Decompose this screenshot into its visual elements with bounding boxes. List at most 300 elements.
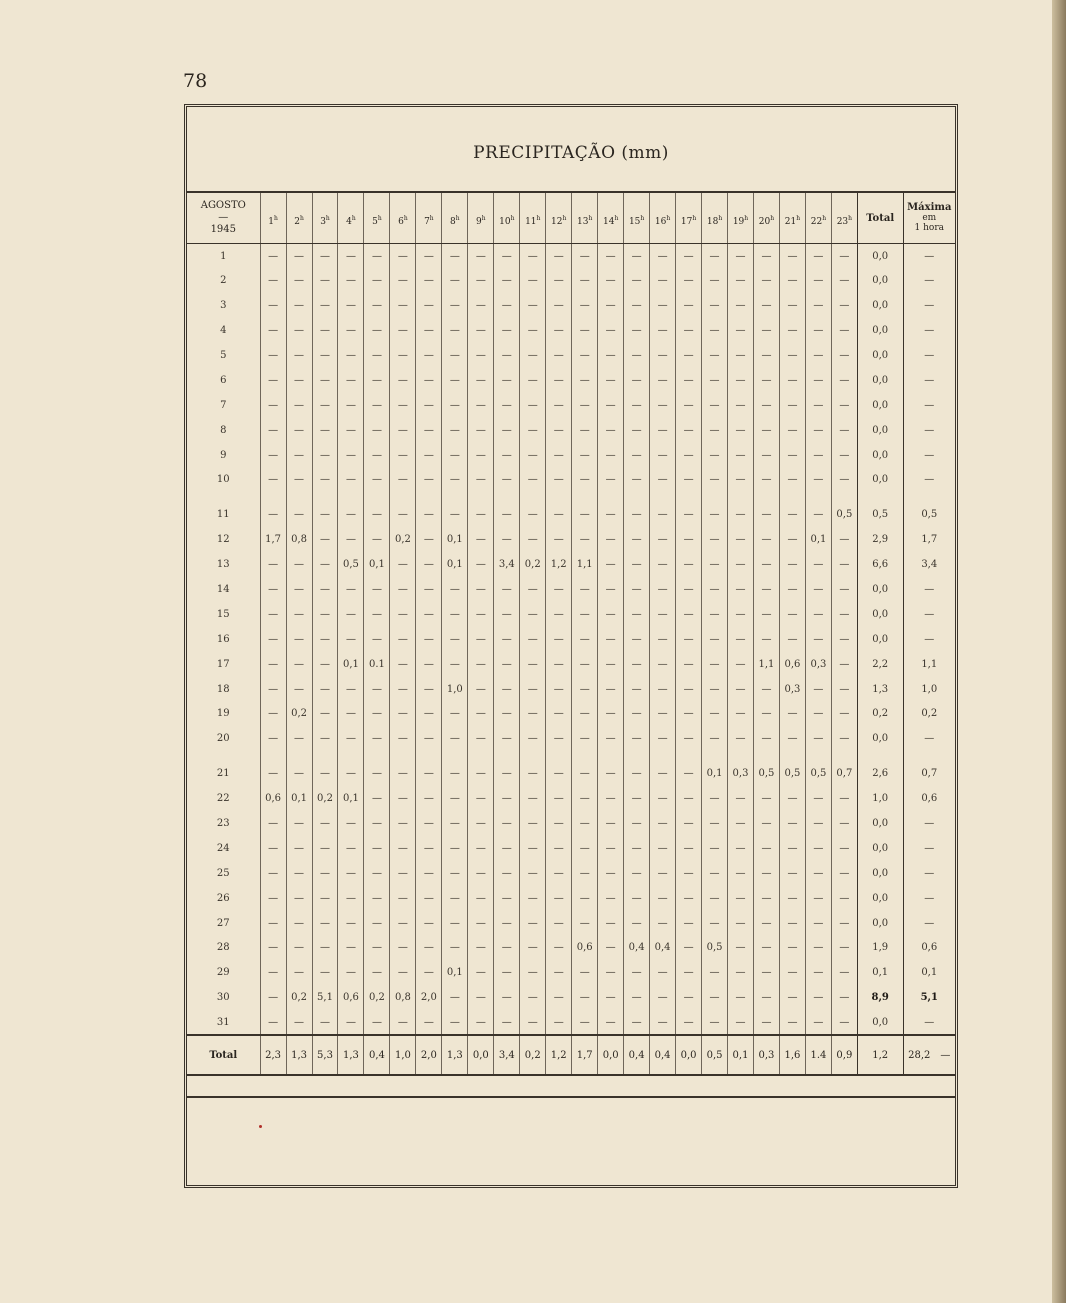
hour-value-cell: — [442,502,468,527]
hour-value-cell: 0,1 [364,552,390,577]
hour-value-cell: — [598,886,624,911]
hour-value-cell: — [572,761,598,786]
hour-value-cell: 1,0 [442,677,468,702]
hour-value-cell: — [312,343,338,368]
hour-value-cell: 0,1 [442,960,468,985]
hour-value-cell: — [364,811,390,836]
hour-value-cell: — [520,343,546,368]
hour-value-cell: — [416,861,442,886]
hour-value-cell: — [546,861,572,886]
hour-value-cell: — [728,343,754,368]
spacer-cell [468,492,494,502]
day-cell: 1 [220,250,227,262]
hour-value-cell: — [831,577,857,602]
spacer-cell [546,492,572,502]
spacer-cell [520,751,546,761]
hour-value-cell: — [624,443,650,468]
header-hour-17 [676,193,702,244]
header-max-line: em [922,213,937,223]
day-cell: 24 [216,842,230,854]
hour-number: 2 [294,217,300,227]
hour-value-cell: — [416,577,442,602]
hour-value-cell: — [831,836,857,861]
hour-value-cell: — [624,886,650,911]
header-hour-6 [390,193,416,244]
hour-value-cell: — [676,443,702,468]
spacer-cell [598,751,624,761]
hour-value-cell: — [572,268,598,293]
hour-value-cell: — [260,811,286,836]
hour-value-cell: — [728,393,754,418]
hour-value-cell: — [598,502,624,527]
grand-total-value: 28,2 [908,1049,931,1061]
hour-value-cell: — [416,811,442,836]
hour-value-cell: — [416,936,442,961]
hour-value-cell: — [364,702,390,727]
hour-value-cell: — [260,418,286,443]
hour-value-cell: — [831,960,857,985]
hour-value-cell: — [546,368,572,393]
hour-value-cell: — [779,577,805,602]
hour-value-cell: — [598,702,624,727]
hour-total-cell: 1,7 [572,1035,598,1075]
hour-value-cell: — [520,577,546,602]
hour-value-cell: — [572,244,598,269]
hour-value-cell: — [650,293,676,318]
header-hour-12 [546,193,572,244]
hour-value-cell: — [520,502,546,527]
hour-value-cell: 0,1 [702,761,728,786]
hour-value-cell: — [364,368,390,393]
day-cell: 23 [216,818,230,830]
hour-value-cell: — [728,552,754,577]
hour-value-cell: — [416,761,442,786]
hour-value-cell: — [624,527,650,552]
hour-value-cell: — [442,627,468,652]
hour-suffix: h [692,215,697,222]
hour-value-cell: — [598,627,624,652]
hour-value-cell: — [728,268,754,293]
hour-value-cell: — [546,960,572,985]
hour-suffix: h [588,215,593,222]
hour-value-cell: — [520,677,546,702]
hour-value-cell: — [338,836,364,861]
header-hour-22 [805,193,831,244]
hour-number: 4 [346,217,352,227]
day-max-cell: — [903,443,955,468]
hour-value-cell: — [676,368,702,393]
hour-value-cell: — [676,244,702,269]
hour-value-cell: — [364,393,390,418]
header-hour-18 [702,193,728,244]
day-total-cell: 0,0 [857,602,903,627]
hour-value-cell: — [286,677,312,702]
hour-value-cell: — [390,936,416,961]
hour-value-cell: — [779,393,805,418]
hour-value-cell: — [286,418,312,443]
hour-value-cell: — [520,293,546,318]
hour-value-cell: — [520,627,546,652]
table-row [187,552,955,577]
day-max-cell: — [903,627,955,652]
hour-value-cell: — [676,726,702,751]
spacer-cell [702,492,728,502]
hour-value-cell: — [546,911,572,936]
hour-value-cell: — [598,911,624,936]
day-total-cell: 6,6 [857,552,903,577]
hour-suffix: h [510,215,515,222]
hour-value-cell: — [702,786,728,811]
hour-value-cell: — [779,443,805,468]
hour-value-cell: — [520,761,546,786]
header-month-cell [187,193,260,244]
hour-number: 21 [784,217,797,227]
hour-total-cell: 0,0 [598,1035,624,1075]
hour-value-cell: — [676,293,702,318]
hour-value-cell: — [779,468,805,493]
hour-value-cell: — [494,726,520,751]
hour-value-cell: — [390,627,416,652]
table-row [187,726,955,751]
hour-value-cell: — [650,761,676,786]
hour-value-cell: — [805,393,831,418]
hour-value-cell: — [753,552,779,577]
spacer-cell [831,492,857,502]
table-row [187,677,955,702]
hour-value-cell: — [442,468,468,493]
hour-value-cell: — [468,443,494,468]
hour-value-cell: — [572,627,598,652]
day-total-cell: 0,0 [857,886,903,911]
table-row [187,293,955,318]
hour-value-cell: — [753,702,779,727]
hour-value-cell: — [390,861,416,886]
hour-value-cell: — [650,702,676,727]
day-max-cell: — [903,418,955,443]
day-max-cell: 0,2 [903,702,955,727]
hour-suffix: h [351,215,356,222]
hour-value-cell: — [831,652,857,677]
hour-value-cell: — [520,418,546,443]
hour-value-cell: — [494,811,520,836]
hour-value-cell: — [260,268,286,293]
spacer-cell [805,751,831,761]
hour-value-cell: — [494,627,520,652]
hour-value-cell: — [831,552,857,577]
hour-value-cell: — [572,393,598,418]
hour-value-cell: — [598,418,624,443]
hour-value-cell: — [416,652,442,677]
spacer-cell [442,492,468,502]
hour-value-cell: — [728,911,754,936]
hour-value-cell: — [702,418,728,443]
hour-value-cell: 0,2 [286,985,312,1010]
hour-value-cell: — [312,393,338,418]
hour-value-cell: — [753,677,779,702]
hour-value-cell: — [753,911,779,936]
hour-value-cell: — [468,393,494,418]
hour-value-cell: — [520,393,546,418]
hour-value-cell: — [650,886,676,911]
hour-total-cell: 1,3 [442,1035,468,1075]
table-row [187,468,955,493]
hour-value-cell: — [442,318,468,343]
hour-value-cell: — [702,393,728,418]
hour-value-cell: — [260,343,286,368]
hour-value-cell: — [416,552,442,577]
hour-value-cell: — [468,368,494,393]
hour-value-cell: — [779,343,805,368]
hour-value-cell: — [546,443,572,468]
hour-value-cell: — [390,677,416,702]
day-cell: 6 [220,374,227,386]
spacer-cell [624,492,650,502]
hour-value-cell: — [312,761,338,786]
hour-value-cell: — [624,726,650,751]
hour-value-cell: — [442,418,468,443]
hour-value-cell: — [753,527,779,552]
hour-value-cell: — [520,726,546,751]
hour-value-cell: — [546,1010,572,1035]
hour-value-cell: — [753,443,779,468]
hour-value-cell: — [650,627,676,652]
spacer-cell [364,751,390,761]
hour-value-cell: — [494,602,520,627]
hour-total-cell: 1.4 [805,1035,831,1075]
hour-value-cell: — [468,468,494,493]
hour-value-cell: — [702,502,728,527]
hour-value-cell: — [728,443,754,468]
hour-value-cell: — [728,985,754,1010]
day-max-cell: — [903,861,955,886]
day-cell: 15 [216,608,230,620]
hour-value-cell: — [442,985,468,1010]
hour-total-cell: 0,9 [831,1035,857,1075]
hour-total-cell: 0,0 [676,1035,702,1075]
hour-value-cell: — [779,702,805,727]
hour-value-cell: 0,2 [286,702,312,727]
hour-value-cell: — [390,726,416,751]
hour-value-cell: — [753,418,779,443]
hour-value-cell: — [624,552,650,577]
day-max-cell: — [903,368,955,393]
hour-value-cell: — [650,418,676,443]
hour-value-cell: — [364,293,390,318]
hour-value-cell: — [650,552,676,577]
hour-value-cell: — [624,836,650,861]
day-total-cell: 0,0 [857,293,903,318]
hour-value-cell: 0,6 [338,985,364,1010]
hour-value-cell: — [753,468,779,493]
hour-value-cell: — [831,343,857,368]
hour-number: 18 [706,217,719,227]
spacer-cell [572,751,598,761]
hour-value-cell: — [546,761,572,786]
hour-value-cell: — [416,886,442,911]
header-hour-13 [572,193,598,244]
hour-value-cell: — [753,244,779,269]
hour-value-cell: — [546,577,572,602]
header-max-line: 1 hora [914,223,944,233]
hour-value-cell: — [753,811,779,836]
table-row [187,702,955,727]
hour-value-cell: — [753,577,779,602]
hour-value-cell: 2,0 [416,985,442,1010]
day-max-cell: — [903,268,955,293]
hour-value-cell: — [390,418,416,443]
header-hour-10 [494,193,520,244]
hour-value-cell: — [831,527,857,552]
hour-value-cell: — [624,911,650,936]
spacer-row [187,751,955,761]
hour-suffix: h [325,215,330,222]
hour-suffix: h [562,215,567,222]
hour-value-cell: — [364,468,390,493]
hour-value-cell: — [624,368,650,393]
hour-value-cell: — [831,244,857,269]
hour-value-cell: — [546,318,572,343]
day-total-cell: 0,0 [857,393,903,418]
hour-value-cell: — [520,443,546,468]
hour-suffix: h [640,215,645,222]
hour-value-cell: — [416,836,442,861]
hour-value-cell: — [390,702,416,727]
spacer-cell [624,751,650,761]
hour-value-cell: — [442,443,468,468]
hour-value-cell: — [286,268,312,293]
hour-value-cell: — [520,811,546,836]
hour-value-cell: — [702,527,728,552]
hour-number: 22 [810,217,823,227]
hour-value-cell: — [728,418,754,443]
spacer-cell [442,751,468,761]
hour-value-cell: — [338,960,364,985]
hour-value-cell: — [728,527,754,552]
hour-value-cell: 0,1 [442,552,468,577]
hour-value-cell: — [753,393,779,418]
hour-value-cell: — [442,602,468,627]
hour-value-cell: — [312,627,338,652]
hour-value-cell: — [442,343,468,368]
hour-value-cell: — [338,702,364,727]
spacer-cell [650,492,676,502]
hour-value-cell: — [676,702,702,727]
hour-value-cell: — [624,268,650,293]
day-cell: 16 [216,633,230,645]
hour-value-cell: — [546,268,572,293]
day-max-cell: 1,1 [903,652,955,677]
hour-value-cell: — [260,911,286,936]
hour-value-cell: — [728,726,754,751]
hour-value-cell: — [572,726,598,751]
hour-value-cell: — [702,726,728,751]
hour-total-cell: 1,3 [338,1035,364,1075]
hour-value-cell: — [702,318,728,343]
hour-value-cell: — [676,468,702,493]
spacer-cell [286,492,312,502]
hour-value-cell: — [624,761,650,786]
hour-value-cell: — [364,343,390,368]
hour-value-cell: — [572,985,598,1010]
hour-value-cell: — [598,468,624,493]
day-cell: 25 [216,867,230,879]
hour-value-cell: — [598,602,624,627]
hour-value-cell: — [468,886,494,911]
hour-value-cell: — [676,761,702,786]
hour-value-cell: — [572,836,598,861]
hour-value-cell: — [702,244,728,269]
hour-value-cell: — [442,861,468,886]
hour-number: 9 [476,217,482,227]
hour-value-cell: — [572,468,598,493]
hour-value-cell: — [442,652,468,677]
spacer-cell [676,492,702,502]
hour-value-cell: — [416,960,442,985]
spacer-cell [520,492,546,502]
header-row [187,193,955,244]
hour-value-cell: — [260,602,286,627]
hour-value-cell: — [702,652,728,677]
hour-value-cell: — [728,960,754,985]
hour-value-cell: — [572,318,598,343]
hour-value-cell: — [520,985,546,1010]
hour-value-cell: — [260,836,286,861]
hour-value-cell: — [390,268,416,293]
hour-value-cell: — [494,702,520,727]
hour-value-cell: — [338,602,364,627]
hour-value-cell: — [494,527,520,552]
hour-value-cell: — [702,552,728,577]
hour-value-cell: — [624,293,650,318]
day-cell: 7 [220,399,227,411]
day-max-cell: 1,0 [903,677,955,702]
day-max-cell: — [903,244,955,269]
hour-value-cell: — [260,552,286,577]
hour-value-cell: — [728,886,754,911]
hour-value-cell: — [676,786,702,811]
spacer-cell [416,492,442,502]
hour-value-cell: 0,1 [286,786,312,811]
hour-total-cell: 1,3 [286,1035,312,1075]
hour-value-cell: — [831,468,857,493]
hour-suffix: h [614,215,619,222]
table-row [187,811,955,836]
hour-value-cell: — [546,677,572,702]
hour-value-cell: — [390,786,416,811]
spacer-cell [286,751,312,761]
hour-value-cell: — [598,861,624,886]
hour-value-cell: 0,3 [728,761,754,786]
spacer-row [187,492,955,502]
hour-value-cell: 0,1 [442,527,468,552]
hour-value-cell: — [546,602,572,627]
table-row [187,836,955,861]
hour-value-cell: — [650,677,676,702]
hour-value-cell: — [805,627,831,652]
hour-value-cell: — [468,627,494,652]
hour-value-cell: — [805,911,831,936]
hour-value-cell: — [286,960,312,985]
hour-value-cell: — [364,627,390,652]
hour-value-cell: — [598,811,624,836]
hour-value-cell: — [779,786,805,811]
hour-value-cell: — [364,577,390,602]
hour-value-cell: — [753,936,779,961]
spacer-cell [903,751,955,761]
hour-total-cell: 1,2 [546,1035,572,1075]
day-total-cell: 1,0 [857,786,903,811]
hour-value-cell: 0,1 [338,786,364,811]
